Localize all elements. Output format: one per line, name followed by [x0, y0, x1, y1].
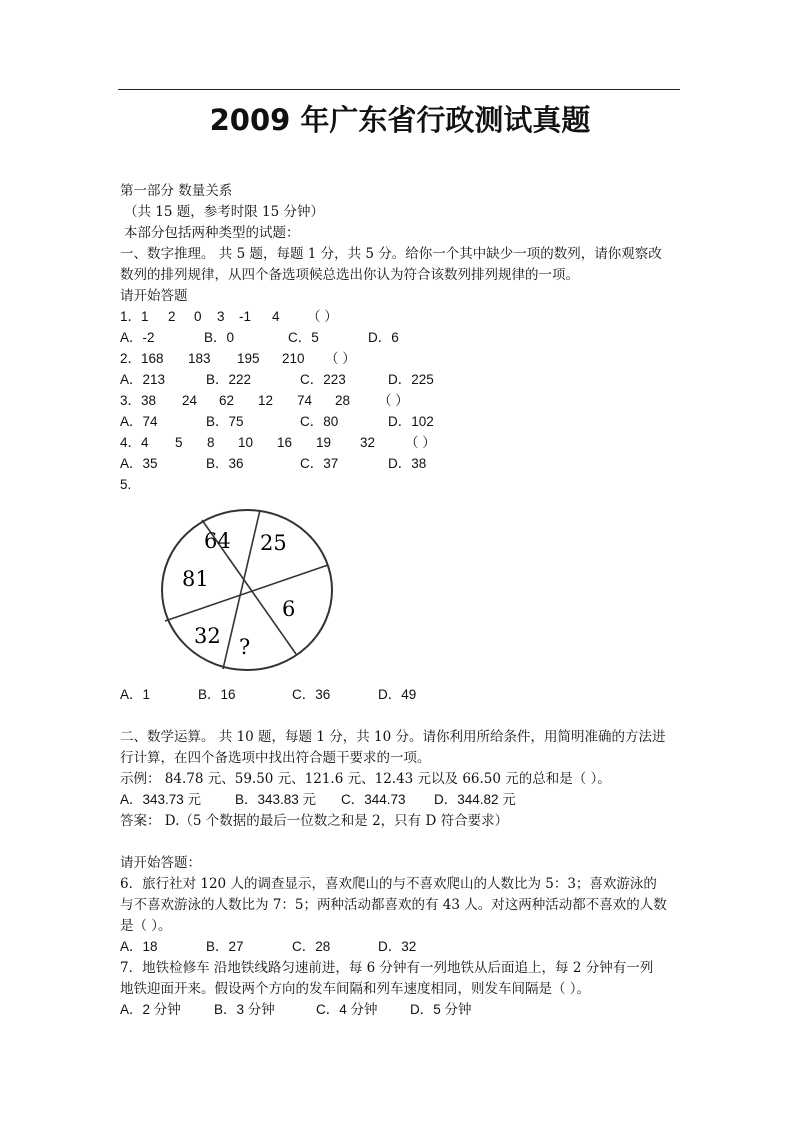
part-heading: 第一部分 数量关系	[120, 183, 233, 199]
option-d: D．32	[378, 939, 417, 954]
q1-term: 3	[217, 309, 225, 324]
option-b: B．27	[206, 939, 244, 954]
q5-label: 5.	[120, 477, 132, 492]
q3-blank: （ ）	[378, 393, 409, 408]
section2-start: 请开始答题：	[120, 855, 201, 871]
option-d: D．225	[388, 372, 434, 387]
option-a: A．213	[120, 372, 166, 387]
option-d: D．344.82 元	[434, 792, 516, 807]
q3-term: 74	[297, 393, 313, 408]
header-rule	[118, 89, 680, 90]
segment-value: 25	[260, 531, 287, 555]
number-circle-svg	[160, 506, 335, 674]
question-6-line1: 6．旅行社对 120 人的调查显示，喜欢爬山的与不喜欢爬山的人数比为 5：3；喜欢游泳的	[120, 876, 657, 892]
q4-term: 10	[238, 435, 254, 450]
segment-value: 32	[194, 624, 221, 648]
option-d: D．5 分钟	[410, 1002, 472, 1017]
option-b: B．222	[206, 372, 252, 387]
section2-desc-line1: 二、数学运算。 共 10 题，每题 1 分，共 10 分。请你利用所给条件，用简明准确的方法进	[120, 729, 666, 745]
number-circle-figure	[160, 506, 335, 674]
segment-value: ?	[239, 635, 251, 659]
question-6-line3: 是（ ）。	[120, 918, 172, 934]
option-a: A．1	[120, 687, 151, 702]
section1-desc-line1: 一、数字推理。 共 5 题，每题 1 分，共 5 分。给你一个其中缺少一项的数列，请你观察改	[120, 246, 662, 262]
option-d: D．6	[368, 330, 399, 345]
part-intro: 本部分包括两种类型的试题：	[124, 225, 300, 241]
option-c: C．223	[300, 372, 346, 387]
option-c: C．80	[300, 414, 339, 429]
option-d: D．49	[378, 687, 417, 702]
section1-start: 请开始答题	[120, 288, 188, 304]
q4-term: 4．4	[120, 435, 149, 450]
q4-term: 32	[360, 435, 376, 450]
q4-term: 19	[316, 435, 332, 450]
part-note: （共 15 题，参考时限 15 分钟）	[124, 204, 325, 220]
option-a: A．18	[120, 939, 158, 954]
option-b: B．16	[198, 687, 236, 702]
q2-term: 2．168	[120, 351, 164, 366]
segment-value: 81	[182, 567, 209, 591]
option-a: A．74	[120, 414, 158, 429]
question-6-line2: 与不喜欢游泳的人数比为 7：5；两种活动都喜欢的有 43 人。对这两种活动都不喜欢的人数	[120, 897, 667, 913]
q3-term: 28	[335, 393, 351, 408]
q4-term: 5	[175, 435, 183, 450]
option-c: C．344.73	[341, 792, 406, 807]
section2-desc-line2: 行计算，在四个备选项中找出符合题干要求的一项。	[120, 750, 431, 766]
q1-term: 0	[194, 309, 202, 324]
option-c: C．5	[288, 330, 319, 345]
option-d: D．38	[388, 456, 427, 471]
q2-blank: （ ）	[325, 351, 356, 366]
q3-term: 3．38	[120, 393, 157, 408]
option-c: C．37	[300, 456, 339, 471]
segment-value: 64	[204, 529, 231, 553]
q4-term: 8	[207, 435, 215, 450]
q2-term: 195	[237, 351, 260, 366]
example-text: 示例： 84.78 元、59.50 元、121.6 元、12.43 元以及 66.50 元的总和是（ ）。	[120, 771, 611, 787]
q1-term: -1	[239, 309, 252, 324]
q3-term: 62	[219, 393, 235, 408]
q2-term: 183	[188, 351, 211, 366]
option-d: D．102	[388, 414, 434, 429]
q1-term: 4	[272, 309, 280, 324]
q4-blank: （ ）	[405, 435, 436, 450]
option-a: A．-2	[120, 330, 155, 345]
option-c: C．4 分钟	[316, 1002, 378, 1017]
option-a: A．35	[120, 456, 158, 471]
segment-value: 6	[282, 597, 296, 621]
q3-term: 24	[182, 393, 198, 408]
q1-term: 2	[168, 309, 176, 324]
example-answer: 答案： D.（5 个数据的最后一位数之和是 2，只有 D 符合要求）	[120, 813, 509, 829]
q2-term: 210	[282, 351, 305, 366]
option-a: A．343.73 元	[120, 792, 202, 807]
q4-term: 16	[277, 435, 293, 450]
option-a: A．2 分钟	[120, 1002, 181, 1017]
page-title: 2009 年广东省行政测试真题	[209, 103, 591, 137]
section1-desc-line2: 数列的排列规律，从四个备选项候总选出你认为符合该数列排列规律的一项。	[120, 267, 579, 283]
q3-term: 12	[258, 393, 274, 408]
option-b: B．0	[204, 330, 235, 345]
option-b: B．75	[206, 414, 244, 429]
q1-term: 1．1	[120, 309, 149, 324]
option-c: C．28	[292, 939, 331, 954]
q1-blank: （ ）	[307, 309, 338, 324]
question-7-line2: 地铁迎面开来。假设两个方向的发车间隔和列车速度相同，则发车间隔是（ ）。	[120, 981, 591, 997]
option-b: B．36	[206, 456, 244, 471]
option-c: C．36	[292, 687, 331, 702]
question-7-line1: 7．地铁检修车 沿地铁线路匀速前进，每 6 分钟有一列地铁从后面追上，每 2 分钟有一列	[120, 960, 654, 976]
option-b: B．343.83 元	[235, 792, 317, 807]
option-b: B．3 分钟	[214, 1002, 275, 1017]
